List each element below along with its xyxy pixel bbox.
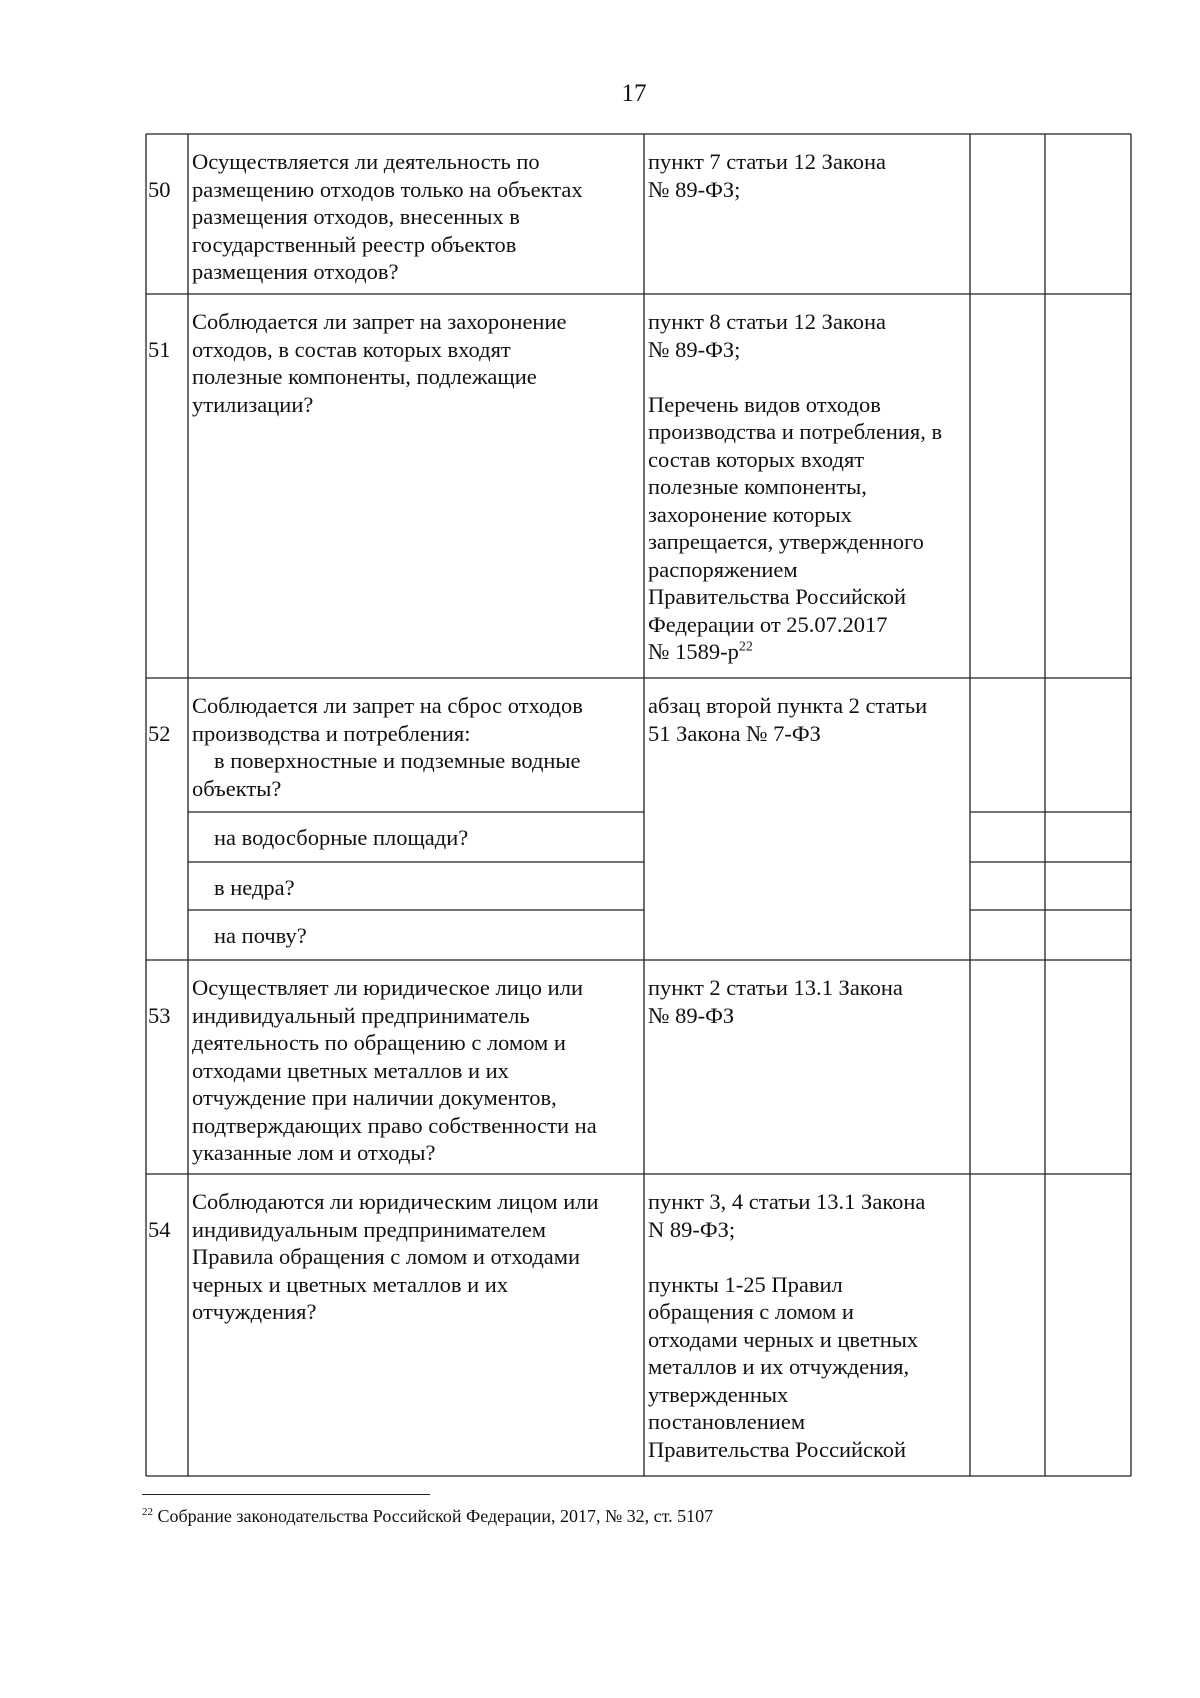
legal-basis-text: пункт 7 статьи 12 Закона № 89-ФЗ; [648,149,887,202]
legal-basis-text: абзац второй пункта 2 статьи 51 Закона № 7-ФЗ [648,693,928,746]
question-subitem: на почву? [214,923,307,948]
footnote-text: Собрание законодательства Российской Федерации, 2017, № 32, ст. 5107 [157,1506,714,1526]
question-text: Соблюдается ли запрет на сброс отходов производства и потребления: [192,693,583,746]
legal-basis-text [648,308,942,666]
footnote-mark: 22 [142,1506,153,1518]
row-number: 50 [148,177,171,202]
legal-basis-text: пункт 2 статьи 13.1 Закона № 89-ФЗ [648,975,903,1028]
question-text: Осуществляется ли деятельность по размещению отходов только на объектах размещения отходов, внесенных в государственный реестр объектов размещения отходов? [192,149,583,284]
question-subitem: на водосборные площади? [214,825,469,850]
row-number: 52 [148,721,171,746]
question-text: Осуществляет ли юридическое лицо или индивидуальный предприниматель деятельность по обращению с ломом и отходами цветных металлов и их отчуждение при наличии документов, подтверждающих право собственности на указанные лом и отходы? [192,975,597,1165]
row-number: 51 [148,337,171,362]
question-subitem: в недра? [214,875,295,900]
legal-basis-text: пункт 3, 4 статьи 13.1 Закона N 89-ФЗ; пункты 1-25 Правил обращения с ломом и отходами черных и цветных металлов и их отчуждения, утвержденных постановлением Правительства Российской [648,1189,926,1462]
question-text: Соблюдается ли запрет на захоронение отходов, в состав которых входят полезные компоненты, подлежащие утилизации? [192,309,567,417]
row-number: 53 [148,1003,171,1028]
footnote-divider [142,1494,430,1495]
page-number: 17 [621,80,647,107]
question-subitem: в поверхностные и подземные водные объекты? [192,748,581,801]
footnote-reference: 22 [738,639,753,655]
footnote [142,1506,713,1527]
question-text: Соблюдаются ли юридическим лицом или индивидуальным предпринимателем Правила обращения с ломом и отходами черных и цветных металлов и их отчуждения? [192,1189,599,1324]
legal-basis-body: пункт 8 статьи 12 Закона № 89-ФЗ; Перечень видов отходов производства и потребления, в состав которых входят полезные компоненты, захоронение которых запрещается, утвержденного распоряжением Правительства Российской Федерации от 25.07.2017 № 1589-р [648,309,943,664]
row-number: 54 [148,1217,171,1242]
